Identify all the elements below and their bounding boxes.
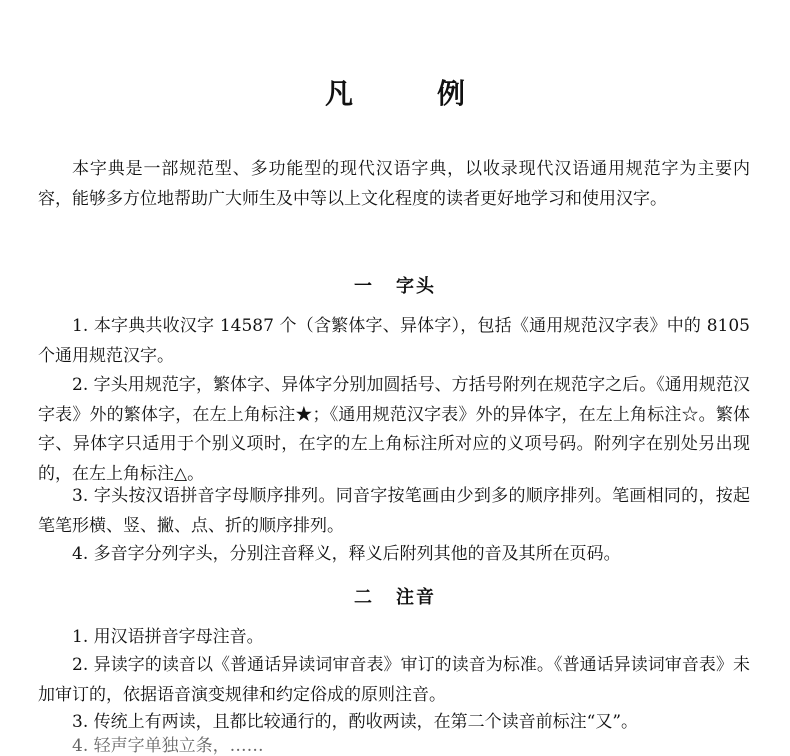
section1-item-2: 2. 字头用规范字，繁体字、异体字分别加圆括号、方括号附列在规范字之后。《通用规范汉字表》外的繁体字，在左上角标注★；《通用规范汉字表》外的异体字，在左上角标注☆。繁体字、异体字只适用于个别义项时，在字的左上角标注所对应的义项号码。附列字在别处另出现的，在左上角标注△。 — [38, 375, 750, 484]
intro-paragraph: 本字典是一部规范型、多功能型的现代汉语字典，以收录现代汉语通用规范字为主要内容，能够多方位地帮助广大师生及中等以上文化程度的读者更好地学习和使用汉字。 — [38, 159, 750, 209]
section2-item-2: 2. 异读字的读音以《普通话异读词审音表》审订的读音为标准。《普通话异读词审音表》未加审订的，依据语音演变规律和约定俗成的原则注音。 — [38, 655, 750, 705]
section-heading-2 — [0, 583, 790, 609]
section-number: 二 — [354, 587, 374, 608]
section2-item-1: 1. 用汉语拼音字母注音。 — [72, 627, 264, 647]
section-number: 一 — [354, 276, 374, 297]
section1-item-4: 4. 多音字分列字头，分别注音释义，释义后附列其他的音及其所在页码。 — [72, 544, 621, 564]
page-title: 凡 例 — [324, 77, 493, 110]
cropped-line — [0, 736, 790, 756]
section2-item-4: 4. 轻声字单独立条，…… — [72, 736, 264, 756]
section-heading-1 — [0, 272, 790, 298]
section-title: 注音 — [396, 587, 436, 608]
section1-item-1: 1. 本字典共收汉字 14587 个（含繁体字、异体字），包括《通用规范汉字表》中的 8105 个通用规范汉字。 — [38, 316, 750, 366]
section-title: 字头 — [396, 276, 436, 297]
section1-item-3: 3. 字头按汉语拼音字母顺序排列。同音字按笔画由少到多的顺序排列。笔画相同的，按起笔笔形横、竖、撇、点、折的顺序排列。 — [38, 486, 750, 536]
section2-item-3: 3. 传统上有两读，且都比较通行的，酌收两读，在第二个读音前标注“又”。 — [72, 712, 639, 732]
